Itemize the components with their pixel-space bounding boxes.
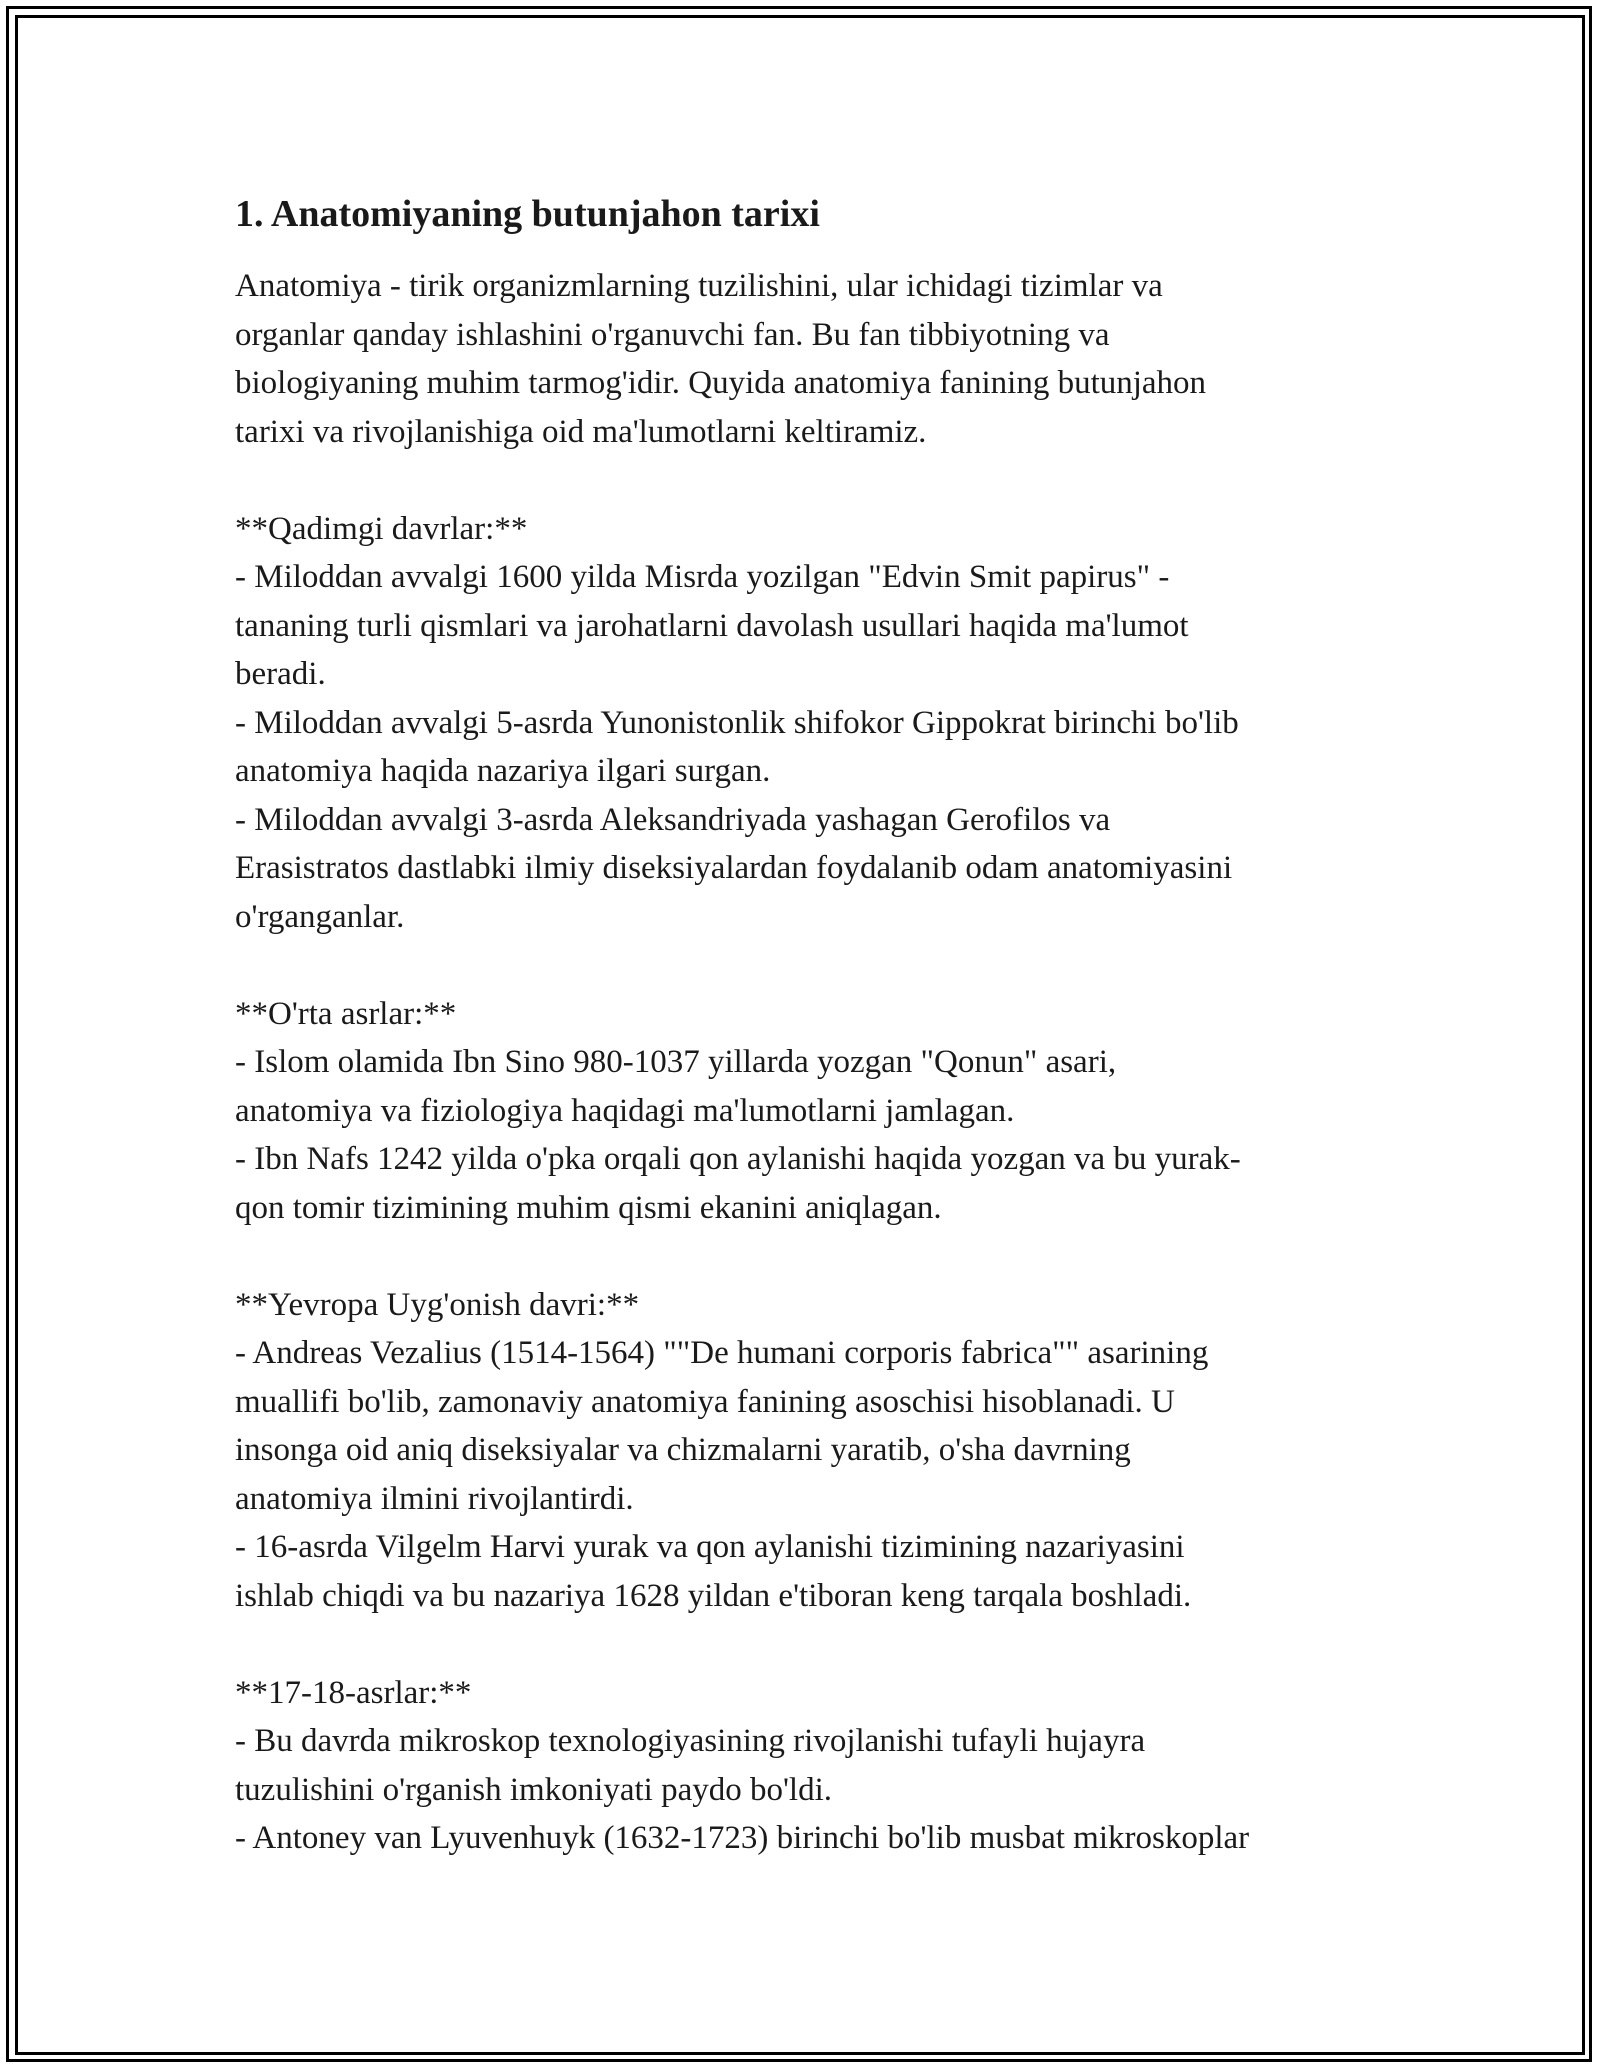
section-line: ishlab chiqdi va bu nazariya 1628 yildan e'tiboran keng tarqala boshladi. — [235, 1577, 1192, 1614]
paragraph-gap — [235, 1232, 1395, 1281]
section-line: tananing turli qismlari va jarohatlarni davolash usullari haqida ma'lumot — [235, 607, 1189, 644]
section-title: **Qadimgi davrlar:** — [235, 510, 528, 547]
section-line: beradi. — [235, 656, 326, 692]
section-line: - Miloddan avvalgi 5-asrda Yunonistonlik shifokor Gippokrat birinchi bo'lib — [235, 704, 1239, 741]
section-line: - Islom olamida Ibn Sino 980-1037 yillarda yozgan "Qonun" asari, — [235, 1044, 1117, 1080]
section-line: anatomiya va fiziologiya haqidagi ma'lumotlarni jamlagan. — [235, 1092, 1015, 1129]
document-body — [235, 186, 1395, 1863]
paragraph-gap — [235, 1620, 1395, 1669]
section-line: - Bu davrda mikroskop texnologiyasining rivojlanishi tufayli hujayra — [235, 1723, 1146, 1759]
paragraph-gap — [235, 941, 1395, 990]
section-title: **17-18-asrlar:** — [235, 1674, 472, 1711]
section-title: **O'rta asrlar:** — [235, 995, 457, 1032]
section-line: - Antoney van Lyuvenhuyk (1632-1723) birinchi bo'lib musbat mikroskoplar — [235, 1820, 1250, 1856]
section-line: anatomiya haqida nazariya ilgari surgan. — [235, 753, 771, 789]
intro-line: tarixi va rivojlanishiga oid ma'lumotlarni keltiramiz. — [235, 413, 927, 450]
section-renaissance — [235, 1281, 1395, 1621]
section-line: muallifi bo'lib, zamonaviy anatomiya fanining asoschisi hisoblanadi. U — [235, 1383, 1175, 1420]
section-line: o'rganganlar. — [235, 898, 405, 935]
intro-line: organlar qanday ishlashini o'rganuvchi fan. Bu fan tibbiyotning va — [235, 316, 1110, 353]
section-line: - 16-asrda Vilgelm Harvi yurak va qon aylanishi tizimining nazariyasini — [235, 1529, 1185, 1565]
section-line: - Miloddan avvalgi 3-asrda Aleksandriyada yashagan Gerofilos va — [235, 801, 1111, 838]
section-line: anatomiya ilmini rivojlantirdi. — [235, 1480, 634, 1517]
document-heading: 1. Anatomiyaning butunjahon tarixi — [235, 193, 820, 235]
intro-line: biologiyaning muhim tarmog'idir. Quyida anatomiya fanining butunjahon — [235, 365, 1207, 401]
paragraph-gap — [235, 456, 1395, 505]
section-line: tuzulishini o'rganish imkoniyati paydo bo'ldi. — [235, 1771, 832, 1808]
section-line: - Ibn Nafs 1242 yilda o'pka orqali qon aylanishi haqida yozgan va bu yurak- — [235, 1141, 1241, 1177]
section-line: - Miloddan avvalgi 1600 yilda Misrda yozilgan "Edvin Smit papirus" - — [235, 559, 1170, 595]
section-17-18-centuries — [235, 1669, 1395, 1863]
section-title: **Yevropa Uyg'onish davri:** — [235, 1286, 640, 1323]
section-line: Erasistratos dastlabki ilmiy diseksiyalardan foydalanib odam anatomiyasini — [235, 850, 1233, 886]
intro-line: Anatomiya - tirik organizmlarning tuzilishini, ular ichidagi tizimlar va — [235, 268, 1163, 304]
section-ancient — [235, 505, 1395, 942]
section-line: insonga oid aniq diseksiyalar va chizmalarni yaratib, o'sha davrning — [235, 1432, 1131, 1468]
section-line: - Andreas Vezalius (1514-1564) ""De humani corporis fabrica"" asarining — [235, 1335, 1209, 1371]
intro-paragraph — [235, 262, 1395, 456]
section-line: qon tomir tizimining muhim qismi ekanini aniqlagan. — [235, 1189, 942, 1226]
section-middle-ages — [235, 990, 1395, 1233]
